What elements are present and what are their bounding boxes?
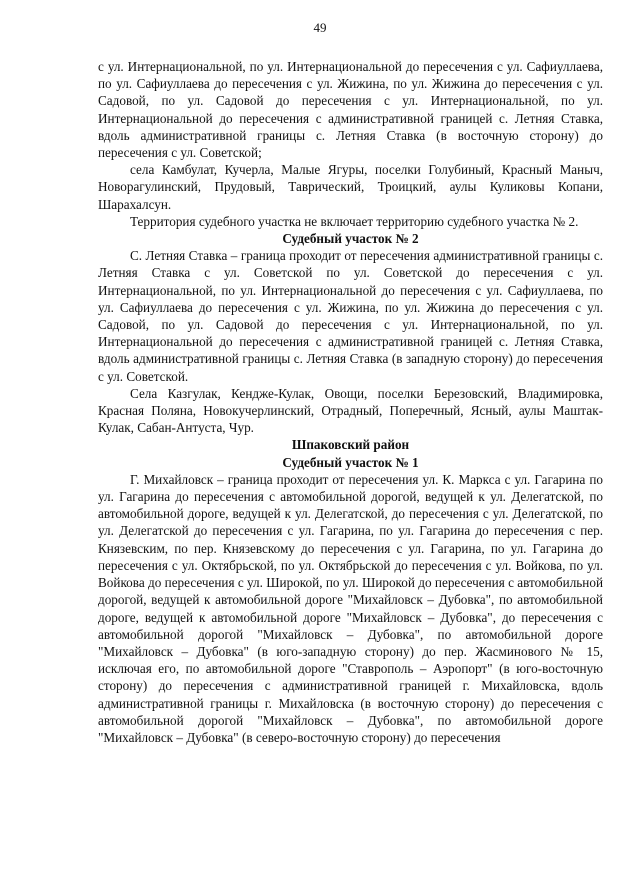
paragraph: с ул. Интернациональной, по ул. Интернациональной до пересечения с ул. Сафиуллаева, по ул. Сафиуллаева до пересечения с ул. Жижина, по ул. Жижина до пересечения с ул. Садовой, по ул. Садовой до пересечения с ул. Интернациональной, по ул. Интернациональной до пересечения с административной границей с. Летняя Ставка, вдоль административной границы с. Летняя Ставка (в восточную сторону) до пересечения с ул. Советской; <box>98 59 603 161</box>
paragraph: С. Летняя Ставка – граница проходит от пересечения административной границы с. Летняя Ставка с ул. Советской по ул. Советской до пересечения с ул. Интернациональной, по ул. Интернациональной до пересечения с ул. Сафиуллаева, по ул. Сафиуллаева до пересечения с ул. Жижина, по ул. Жижина до пересечения с ул. Садовой, по ул. Садовой до пересечения с ул. Интернациональной, по ул. Интернациональной до пересечения с административной границей с. Летняя Ставка, вдоль административной границы с. Летняя Ставка (в западную сторону) до пересечения с ул. Советской. <box>98 248 603 384</box>
page-number: 49 <box>313 20 327 35</box>
paragraph: Территория судебного участка не включает территорию судебного участка № 2. <box>130 213 579 229</box>
district-heading: Шпаковский район <box>291 437 410 453</box>
section-heading: Судебный участок № 2 <box>282 231 419 247</box>
section-heading: Судебный участок № 1 <box>282 454 419 470</box>
paragraph: Села Казгулак, Кендже-Кулак, Овощи, поселки Березовский, Владимировка, Красная Поляна, Новокучерлинский, Отрадный, Поперечный, Ясный, аулы Маштак-Кулак, Сабан-Антуста, Чур. <box>98 385 603 436</box>
paragraph: села Камбулат, Кучерла, Малые Ягуры, поселки Голубиный, Красный Маныч, Новорагулинский, Прудовый, Таврический, Троицкий, аулы Куликовы Копани, Шарахалсун. <box>98 162 603 212</box>
paragraph: Г. Михайловск – граница проходит от пересечения ул. К. Маркса с ул. Гагарина по ул. Гагарина до пересечения с автомобильной дорогой, ведущей к ул. Делегатской, по автомобильной дороге, ведущей к ул. Делегатской, до пересечения с ул. Делегатской, по ул. Делегатской до пересечения с ул. Гагарина, по ул. Гагарина до пересечения с пер. Князевским, по пер. Князевскому до пересечения с ул. Гагарина, по ул. Гагарина до пересечения с ул. Октябрьской, по ул. Октябрьской до пересечения с ул. Войкова, по ул. Войкова до пересечения с ул. Широкой, по ул. Широкой до пересечения с автомобильной дорогой, ведущей к автомобильной дороге "Михайловск – Дубовка", по автомобильной дороге, ведущей к автомобильной дороге "Михайловск – Дубовка", до пересечения с автомобильной дорогой "Михайловск – Дубовка", по автомобильной дороге "Михайловск – Дубовка" (в юго-западную сторону) до пер. Жасминового № 15, исключая его, по автомобильной дороге "Ставрополь – Аэропорт" (в юго-восточную сторону) до пересечения с административной границей г. Михайловска, вдоль административной границы г. Михайловска (в восточную сторону) до пересечения с автомобильной дорогой "Михайловск – Дубовка", по автомобильной дороге "Михайловск – Дубовка" (в северо-восточную сторону) до пересечения <box>98 471 603 745</box>
document-body <box>98 58 603 746</box>
